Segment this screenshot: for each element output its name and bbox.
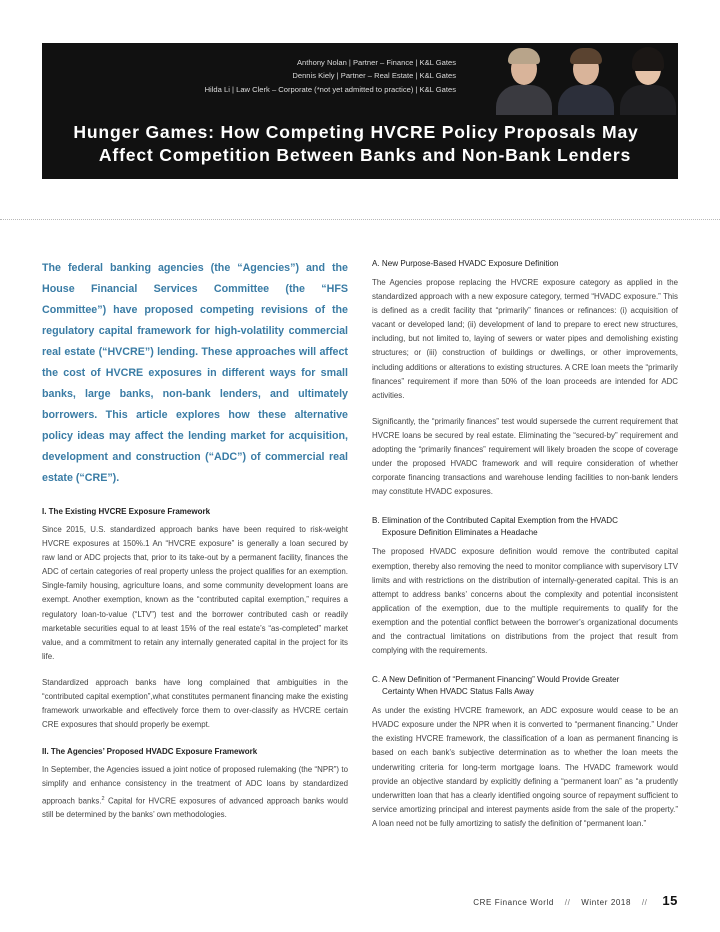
left-column bbox=[42, 258, 348, 822]
footnote-marker: 2 bbox=[101, 795, 105, 802]
author-photo bbox=[554, 45, 618, 115]
article-title bbox=[42, 121, 678, 167]
subsection-heading: B. Elimination of the Contributed Capital Exemption from the HVADC Exposure Definition Eliminates a Headache bbox=[372, 516, 618, 538]
publication-name: CRE Finance World bbox=[473, 898, 554, 907]
body-paragraph: Significantly, the “primarily finances” test would supersede the current requirement that HVCRE loans be secured by real estate. Eliminating the “secured-by” requirement and adopting the “primarily finances” requirement will likely broaden the scope of coverage under the proposed HVADC framework and will require consideration of whether corporate financing transactions and warehouse lending facilities to non-bank lenders may constitute HVADC exposures. bbox=[372, 416, 678, 497]
author-photo bbox=[616, 45, 680, 115]
section-heading: II. The Agencies’ Proposed HVADC Exposure Framework bbox=[42, 747, 258, 757]
header-banner bbox=[42, 43, 678, 179]
right-column bbox=[372, 258, 678, 831]
author-line: Hilda Li | Law Clerk – Corporate (*not yet admitted to practice) | K&L Gates bbox=[204, 84, 456, 94]
lead-paragraph: The federal banking agencies (the “Agencies”) and the House Financial Services Committee (the “HFS Committee”) have proposed competing revisions of the regulatory capital framework for high-volatility commercial real estate (“HVCRE”) lending. These approaches will affect the cost of HVCRE exposures in different ways for small banks, large banks, non-bank lenders, and ultimately borrowers. This article explores how these alternative policy ideas may affect the lending market for acquisition, development and construction (“ADC”) of commercial real estate (“CRE”). bbox=[42, 262, 348, 484]
dotted-divider bbox=[0, 219, 720, 220]
footer-separator: // bbox=[641, 898, 648, 907]
body-paragraph: Standardized approach banks have long complained that ambiguities in the “contributed capital exemption”,what constitutes permanent financing make the existing framework unworkable and effectively force them to over-classify as HVCRE certain CRE exposures that should properly be exempt. bbox=[42, 677, 348, 730]
author-line: Anthony Nolan | Partner – Finance | K&L Gates bbox=[296, 58, 456, 67]
title-line: Hunger Games: How Competing HVCRE Policy Proposals May bbox=[73, 122, 639, 142]
title-line: Affect Competition Between Banks and Non-Bank Lenders bbox=[98, 145, 632, 165]
body-paragraph: The Agencies propose replacing the HVCRE exposure category as applied in the standardized approach with a new exposure category, termed “HVADC exposure.” This is defined as a credit facility that “primarily” finances or refinances: (i) acquisition of vacant or developed land; (ii) development of land to prepare to erect new structures, including, but not limited to, laying of sewers or water pipes and demolishing existing structures; or (iii) construction of buildings or dwellings, or other improvements, including additions or alterations to existing structures. A CRE loan meets the “primarily finances” requirement if more than 50% of the loan proceeds are intended for ADC activities. bbox=[372, 278, 678, 400]
author-photos bbox=[492, 45, 678, 115]
issue-date: Winter 2018 bbox=[581, 898, 632, 907]
body-paragraph: Since 2015, U.S. standardized approach banks have been required to risk-weight HVCRE exposures at 150%.1 An “HVCRE exposure” is generally a loan secured by raw land or ADC projects that, prior to its take-out by a permanent facility, finances the ADC of certain categories of real property unless the project qualifies for an exemption. Single-family housing, agriculture loans, and some community development loans are exempt. Another exemption, known as the “contributed capital exemption,” requires a regulatory loan-to-value (“LTV”) test and the borrower contributed cash or readily marketable securities equal to at least 15% of the real estate’s “as-completed” market value, and a commitment to retain any internally generated capital in the project for its life. bbox=[42, 525, 348, 661]
body-paragraph: The proposed HVADC exposure definition would remove the contributed capital exemption, thereby also removing the need to monitor compliance with supervisory LTV limits and with restrictions on the distribution of internally-generated capital. This is an attempt to address banks’ concerns about the complexity and potential inconsistent application of the exemption, due to the multiple requirements to qualify for the exemption and the potential conflict between the borrower’s organizational documents and the contractual limitations on distributions from the project that result from complying with the requirements. bbox=[372, 547, 678, 656]
author-list bbox=[205, 56, 456, 96]
author-photo bbox=[492, 45, 556, 115]
body-paragraph: In September, the Agencies issued a joint notice of proposed rulemaking (the “NPR”) to simplify and enhance consistency in the treatment of ADC loans by standardized approach banks.$^2$ Capital for HVCRE exposures of advanced approach banks would still be determined by the banks’ own methodologies. bbox=[42, 765, 349, 820]
author-line: Dennis Kiely | Partner – Real Estate | K&L Gates bbox=[292, 71, 456, 81]
subsection-heading: A. New Purpose-Based HVADC Exposure Definition bbox=[372, 259, 559, 268]
footer-separator: // bbox=[564, 898, 571, 907]
page-footer bbox=[473, 893, 678, 908]
section-heading: I. The Existing HVCRE Exposure Framework bbox=[42, 507, 211, 516]
subsection-heading: C. A New Definition of “Permanent Financing” Would Provide Greater Certainty When HVADC Status Falls Away bbox=[372, 675, 620, 697]
body-paragraph: As under the existing HVCRE framework, an ADC exposure would cease to be an HVADC exposure under the NPR when it is converted to “permanent financing.” Under the existing HVCRE framework, the classification of a loan as permanent financing is based on each bank’s subjective determination as to whether the loan meets the underwriting criteria for long-term mortgage loans. The HVADC framework would provide an objective standard by explicitly defining a “permanent loan” as “a prudently underwritten loan that has a clearly identified ongoing source of repayment sufficient to service amortizing principal and interest payments aside from the sale of the property.” A loan need not be fully amortizing to satisfy the definition of “permanent loan.” bbox=[372, 706, 678, 828]
page-number: 15 bbox=[662, 893, 678, 908]
